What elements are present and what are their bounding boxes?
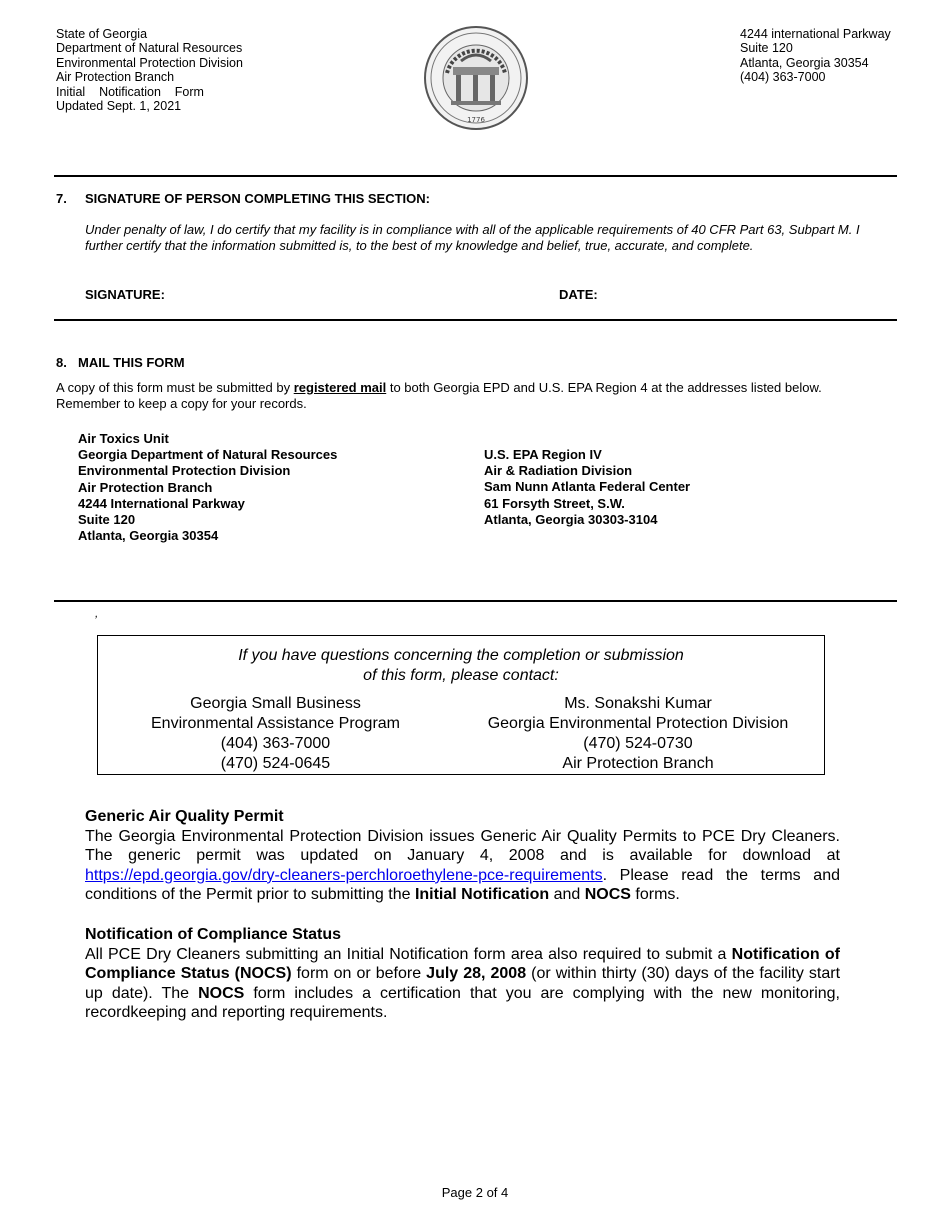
- address-line: Suite 120: [78, 512, 136, 528]
- generic-permit-section: [85, 807, 840, 905]
- section-divider: [54, 600, 897, 602]
- contact-box: [97, 635, 825, 775]
- paragraph-text: All PCE Dry Cleaners submitting an Initial Notification form area also required to submit a: [85, 945, 732, 963]
- epd-mailing-address: [78, 431, 337, 544]
- bold-term: NOCS: [198, 984, 245, 1002]
- nocs-text: [85, 945, 840, 1023]
- header-address-line: Suite 120: [740, 41, 793, 56]
- paragraph-text: The Georgia Environmental Protection Division issues Generic Air Quality Permits to PCE Dry Cleaners. The generic permit was updated on January 4, 2008 and is available for download at: [85, 827, 840, 865]
- agency-address: [740, 27, 891, 85]
- contact-line: Ms. Sonakshi Kumar: [564, 695, 712, 712]
- nocs-section: [85, 925, 840, 1023]
- address-line: Air Protection Branch: [78, 479, 213, 495]
- section-8-number: 8.: [56, 355, 67, 370]
- contact-epd: [453, 694, 823, 774]
- section-divider: [54, 175, 897, 177]
- bold-term: July 28, 2008: [426, 965, 527, 983]
- nocs-heading: Notification of Compliance Status: [85, 926, 342, 943]
- agency-header: [56, 27, 243, 113]
- registered-mail-emphasis: registered mail: [293, 380, 387, 395]
- bold-term: NOCS: [584, 886, 631, 904]
- paragraph-text: . Please read the terms and conditions of the Permit prior to submitting the: [85, 866, 840, 904]
- contact-phone: (470) 524-0730: [583, 735, 693, 752]
- paragraph-text: form includes a certification that you are complying with the new monitoring, recordkeeping and reporting requirements.: [85, 984, 841, 1022]
- contact-heading-line: If you have questions concerning the completion or submission: [238, 647, 684, 664]
- instruction-text: A copy of this form must be submitted by: [56, 380, 294, 395]
- header-address-line: 4244 international Parkway: [740, 27, 891, 41]
- pce-requirements-link[interactable]: https://epd.georgia.gov/dry-cleaners-perchloroethylene-pce-requirements: [85, 866, 603, 884]
- epa-mailing-address: [484, 447, 690, 528]
- date-label: DATE:: [559, 287, 598, 302]
- address-line: Atlanta, Georgia 30303-3104: [484, 511, 658, 527]
- paragraph-text: (or within thirty (30) days of the facility start up date). The: [85, 965, 841, 1002]
- instruction-text: to both Georgia EPD and U.S. EPA Region 4 at the addresses listed below.: [386, 380, 822, 395]
- header-address-line: Atlanta, Georgia 30354: [740, 55, 869, 70]
- paragraph-text: form on or before: [291, 965, 427, 983]
- stray-mark: ,: [95, 606, 99, 620]
- address-line: Air Toxics Unit: [78, 431, 169, 446]
- contact-heading: [98, 646, 824, 686]
- address-line: 4244 International Parkway: [78, 495, 245, 511]
- address-line: Sam Nunn Atlanta Federal Center: [484, 479, 691, 495]
- header-line: Department of Natural Resources: [56, 41, 243, 56]
- paragraph-text: and: [549, 886, 585, 904]
- address-line: 61 Forsyth Street, S.W.: [484, 495, 625, 511]
- contact-line: Georgia Environmental Protection Division: [487, 715, 789, 732]
- page-number: Page 2 of 4: [441, 1185, 509, 1200]
- bold-term: Initial Notification: [414, 886, 550, 904]
- bold-term: Notification of Compliance Status (NOCS): [85, 945, 840, 983]
- header-address-line: (404) 363-7000: [740, 70, 826, 85]
- header-line: Initial Notification Form: [56, 84, 204, 99]
- signature-label: SIGNATURE:: [85, 287, 165, 302]
- address-line: Atlanta, Georgia 30354: [78, 528, 219, 544]
- section-divider: [54, 319, 897, 321]
- section-8-title: MAIL THIS FORM: [78, 355, 185, 370]
- paragraph-text: forms.: [630, 886, 680, 904]
- address-line: Environmental Protection Division: [78, 463, 291, 479]
- contact-line: Georgia Small Business: [190, 695, 361, 712]
- instruction-text: Remember to keep a copy for your records.: [56, 396, 307, 411]
- contact-line: Environmental Assistance Program: [151, 715, 400, 732]
- header-line: Environmental Protection Division: [56, 55, 243, 70]
- contact-sbeap: [98, 694, 453, 774]
- mail-instructions: [56, 380, 906, 412]
- georgia-state-seal-icon: [423, 25, 529, 131]
- address-line: Georgia Department of Natural Resources: [78, 447, 338, 463]
- generic-permit-text: [85, 827, 840, 905]
- address-line: Air & Radiation Division: [484, 463, 633, 479]
- address-line: U.S. EPA Region IV: [484, 447, 602, 462]
- header-line: Air Protection Branch: [56, 70, 175, 85]
- seal-year: 1776: [467, 116, 485, 124]
- contact-heading-line: of this form, please contact:: [363, 667, 559, 684]
- contact-line: Air Protection Branch: [562, 755, 714, 772]
- certification-statement: Under penalty of law, I do certify that my facility is in compliance with all of the applicable requirements of 40 CFR Part 63, Subpart M. I further certify that the information submitted is, to the best of my knowledge and belief, true, accurate, and complete.: [85, 222, 860, 253]
- header-line: State of Georgia: [56, 27, 148, 41]
- section-7-number: 7.: [56, 191, 67, 206]
- header-line: Updated Sept. 1, 2021: [56, 99, 182, 114]
- contact-phone: (404) 363-7000: [220, 735, 331, 752]
- section-7-title: SIGNATURE OF PERSON COMPLETING THIS SECTION:: [85, 191, 430, 206]
- contact-phone: (470) 524-0645: [220, 755, 331, 772]
- generic-permit-heading: Generic Air Quality Permit: [85, 808, 284, 825]
